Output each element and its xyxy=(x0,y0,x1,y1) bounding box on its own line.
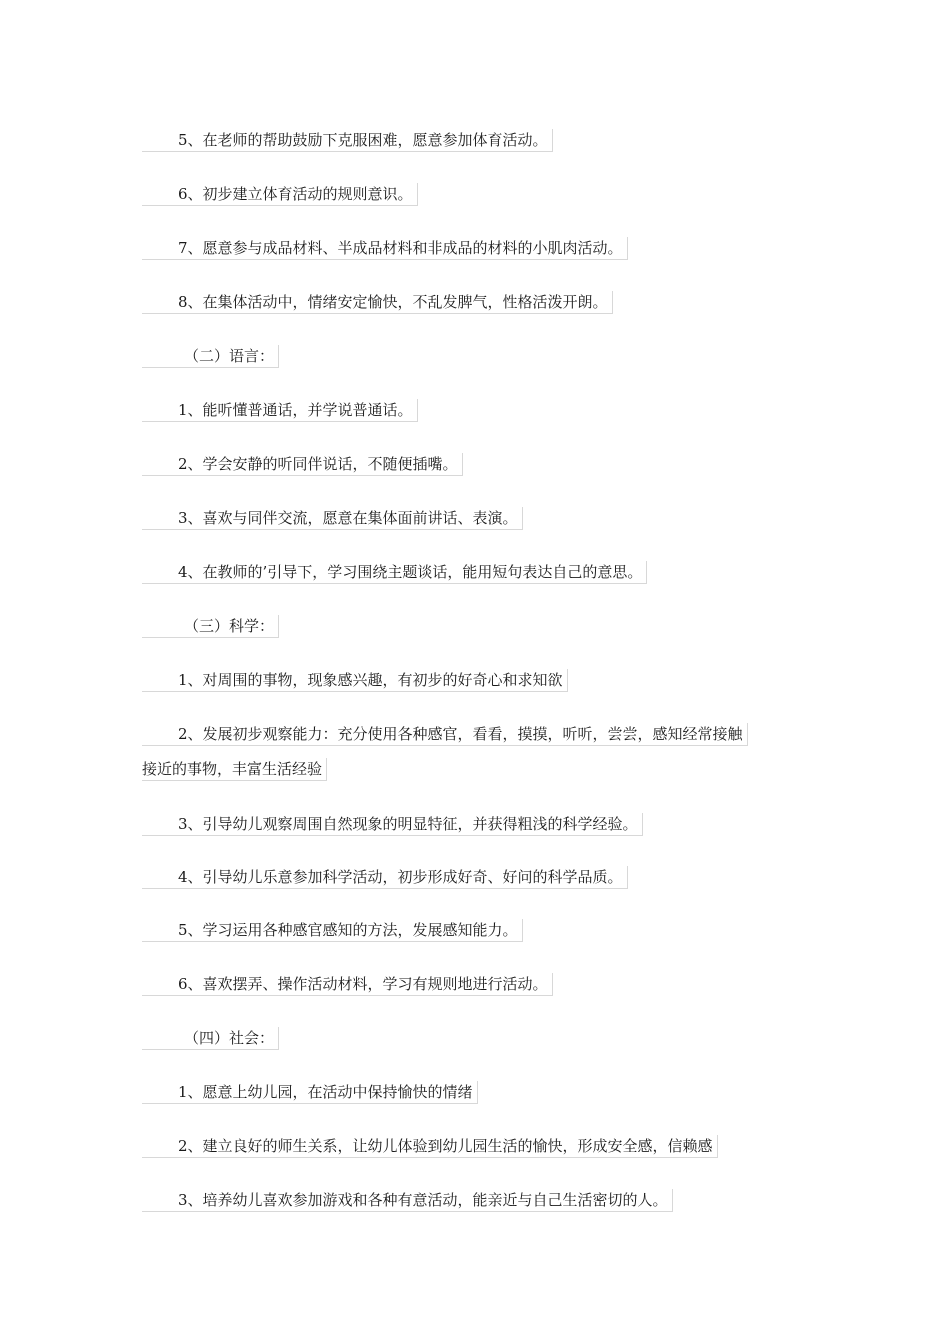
text-line: 1、愿意上幼儿园，在活动中保持愉快的情绪 xyxy=(142,1081,478,1104)
text-line: 6、喜欢摆弄、操作活动材料，学习有规则地进行活动。 xyxy=(142,973,553,996)
section-heading-language: （二）语言： xyxy=(142,345,279,368)
text-line: 3、培养幼儿喜欢参加游戏和各种有意活动，能亲近与自己生活密切的人。 xyxy=(142,1189,673,1212)
text-line: 5、学习运用各种感官感知的方法，发展感知能力。 xyxy=(142,919,523,942)
text-line: 3、引导幼儿观察周围自然现象的明显特征，并获得粗浅的科学经验。 xyxy=(142,813,643,836)
section-heading-science: （三）科学： xyxy=(142,615,279,638)
text-line: 7、愿意参与成品材料、半成品材料和非成品的材料的小肌肉活动。 xyxy=(142,237,628,260)
section-heading-society: （四）社会： xyxy=(142,1027,279,1050)
text-line: 1、能听懂普通话，并学说普通话。 xyxy=(142,399,418,422)
text-line-continuation: 接近的事物，丰富生活经验 xyxy=(142,758,327,781)
text-line: 6、初步建立体育活动的规则意识。 xyxy=(142,183,418,206)
text-line: 4、在教师的’引导下，学习围绕主题谈话，能用短句表达自己的意思。 xyxy=(142,561,647,584)
text-line: 1、对周围的事物，现象感兴趣，有初步的好奇心和求知欲 xyxy=(142,669,568,692)
text-line: 2、学会安静的听同伴说话，不随便插嘴。 xyxy=(142,453,463,476)
text-line: 5、在老师的帮助鼓励下克服困难，愿意参加体育活动。 xyxy=(142,129,553,152)
text-line: 2、发展初步观察能力：充分使用各种感官，看看，摸摸，听听，尝尝，感知经常接触 xyxy=(142,723,748,746)
text-line: 3、喜欢与同伴交流，愿意在集体面前讲话、表演。 xyxy=(142,507,523,530)
text-line: 4、引导幼儿乐意参加科学活动，初步形成好奇、好问的科学品质。 xyxy=(142,866,628,889)
text-line: 2、建立良好的师生关系，让幼儿体验到幼儿园生活的愉快，形成安全感，信赖感 xyxy=(142,1135,718,1158)
text-line: 8、在集体活动中，情绪安定愉快，不乱发脾气，性格活泼开朗。 xyxy=(142,291,613,314)
